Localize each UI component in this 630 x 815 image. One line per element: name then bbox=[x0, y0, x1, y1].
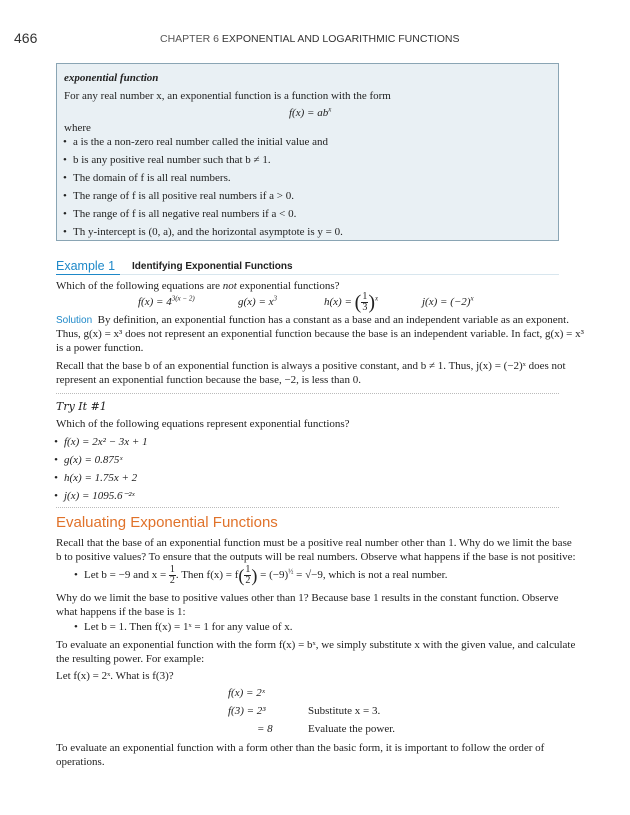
tryit-label: Try It #1 bbox=[56, 400, 107, 413]
definition-term: exponential function bbox=[64, 72, 159, 84]
equation-text: f(x) = 4 bbox=[138, 296, 172, 308]
equation-text: h(x) = bbox=[324, 296, 355, 308]
step-lhs: f(x) = 2ˣ bbox=[228, 687, 265, 699]
let-line: Let f(x) = 2ˣ. What is f(3)? bbox=[56, 670, 174, 682]
definition-bullet: • a is the a non-zero real number called the initial value and bbox=[73, 135, 328, 149]
definition-bullet: • b is any positive real number such that b ≠ 1. bbox=[73, 153, 271, 167]
solution-line bbox=[56, 313, 569, 328]
equation-h: h(x) = ( $\frac{1}{3}$ )$^x$ bbox=[324, 290, 379, 314]
example-label: Example 1 bbox=[56, 259, 116, 273]
bullet-text: = (−9) bbox=[257, 569, 289, 581]
equation-exponent: x bbox=[374, 294, 379, 303]
fraction-numerator: 1 bbox=[169, 563, 175, 575]
definition-bullet: • The range of f is all positive real numbers if a > 0. bbox=[73, 189, 294, 203]
solution-text: Thus, g(x) = x³ does not represent an exponential function because the base is an independent variable. In fact, g(x) = x³ bbox=[56, 328, 584, 340]
equation-f bbox=[138, 295, 195, 309]
divider bbox=[56, 393, 559, 394]
definition-where: where bbox=[64, 122, 91, 134]
section-bullet: • Let b = −9 and x = $\frac{1}{2}$ . Then f(x) = f( $\frac{1}{2}$ ) = $(-9)^{\frac{1}{2}} = √-9$, which is not a real number. bbox=[84, 562, 448, 588]
section-bullet: • Let b = 1. Then f(x) = 1ˣ = 1 for any value of x. bbox=[84, 620, 293, 634]
example-underline bbox=[56, 274, 120, 275]
section-paragraph: operations. bbox=[56, 756, 105, 768]
tryit-item: • f(x) = 2x² − 3x + 1 bbox=[64, 435, 148, 449]
example-rule bbox=[120, 274, 559, 275]
chapter-label: CHAPTER 6 bbox=[160, 33, 219, 45]
equation-g bbox=[238, 295, 277, 309]
definition-bullet: • Th y-intercept is (0, a), and the horizontal asymptote is y = 0. bbox=[73, 225, 343, 239]
definition-intro: For any real number x, an exponential function is a function with the form bbox=[64, 90, 391, 102]
section-paragraph: Recall that the base of an exponential function must be a positive real number other than 1. Why do we limit the base bbox=[56, 537, 572, 549]
recall-text: Recall that the base b of an exponential function is always a positive constant, and b ≠ 1. Thus, j(x) = (−2)ˣ does not bbox=[56, 360, 566, 372]
tryit-question: Which of the following equations represent exponential functions? bbox=[56, 418, 350, 430]
question-text: Which of the following equations are bbox=[56, 280, 223, 292]
section-paragraph: what happens if the base is 1: bbox=[56, 606, 186, 618]
example-question bbox=[56, 279, 340, 293]
definition-formula bbox=[289, 106, 331, 120]
tryit-item: • g(x) = 0.875ˣ bbox=[64, 453, 123, 467]
step-note: Substitute x = 3. bbox=[308, 705, 381, 717]
step-lhs: = 8 bbox=[257, 723, 273, 735]
solution-text: By definition, an exponential function has a constant as a base and an independent variable as an exponent. bbox=[97, 314, 569, 326]
formula-exponent: x bbox=[328, 105, 332, 114]
tryit-item: • j(x) = 1095.6⁻²ˣ bbox=[64, 489, 135, 503]
equation-text: g(x) = x bbox=[238, 296, 274, 308]
section-paragraph: the resulting power. For example: bbox=[56, 653, 205, 665]
equation-exponent: 3(x − 2) bbox=[171, 294, 195, 303]
equation-j bbox=[422, 295, 474, 309]
bullet-text: . Then f(x) = f bbox=[175, 569, 239, 581]
solution-text: is a power function. bbox=[56, 342, 144, 354]
definition-bullet: • The range of f is all negative real numbers if a < 0. bbox=[73, 207, 296, 221]
fraction-numerator: 1 bbox=[362, 290, 368, 302]
step-note: Evaluate the power. bbox=[308, 723, 396, 735]
equation-text: j(x) = (−2) bbox=[422, 296, 471, 308]
page-number: 466 bbox=[14, 30, 38, 46]
fraction-numerator: 1 bbox=[245, 563, 251, 575]
definition-bullet: • The domain of f is all real numbers. bbox=[73, 171, 231, 185]
running-head bbox=[160, 33, 460, 45]
bullet-text: Let b = −9 and x = bbox=[84, 569, 169, 581]
section-heading: Evaluating Exponential Functions bbox=[56, 514, 278, 531]
recall-text: represent an exponential function because the base, −2, is less than 0. bbox=[56, 374, 361, 386]
section-paragraph: b to positive values? To ensure that the outputs will be real numbers. Observe what happens if the base is not positive: bbox=[56, 551, 576, 563]
section-paragraph: To evaluate an exponential function with the form f(x) = bˣ, we simply substitute x with the given value, and calculate bbox=[56, 639, 576, 651]
step-lhs: f(3) = 2³ bbox=[228, 705, 266, 717]
fraction-denominator: 2 bbox=[245, 574, 251, 586]
equation-exponent: x bbox=[470, 294, 474, 303]
formula-base: f(x) = ab bbox=[289, 107, 329, 119]
bullet-text: = √−9, which is not a real number. bbox=[293, 569, 448, 581]
solution-label: Solution bbox=[56, 315, 93, 326]
fraction-denominator: 3 bbox=[362, 301, 368, 313]
divider bbox=[56, 507, 559, 508]
chapter-title: EXPONENTIAL AND LOGARITHMIC FUNCTIONS bbox=[221, 33, 460, 45]
question-text: exponential functions? bbox=[236, 280, 340, 292]
section-paragraph: To evaluate an exponential function with a form other than the basic form, it is important to follow the order of bbox=[56, 742, 545, 754]
section-paragraph: Why do we limit the base to positive values other than 1? Because base 1 results in the constant function. Observe bbox=[56, 592, 559, 604]
tryit-item: • h(x) = 1.75x + 2 bbox=[64, 471, 137, 485]
bullet-exponent: ½ bbox=[288, 567, 294, 576]
question-emphasis: not bbox=[222, 280, 237, 292]
example-title: Identifying Exponential Functions bbox=[132, 261, 293, 272]
fraction-denominator: 2 bbox=[169, 574, 175, 586]
equation-exponent: 3 bbox=[273, 294, 278, 303]
